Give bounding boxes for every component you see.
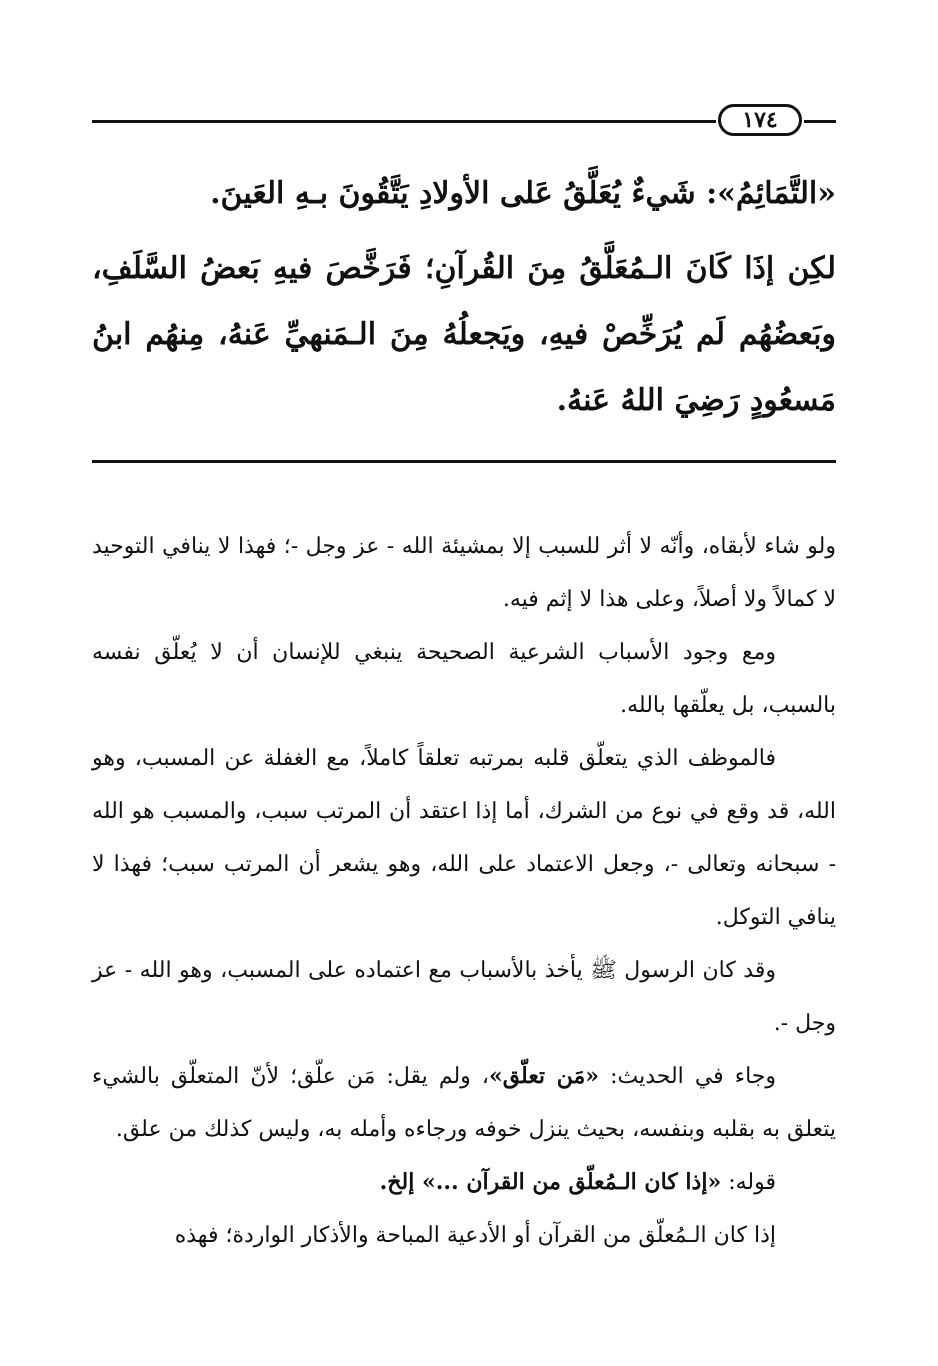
matn-quote: «إذا كان الـمُعلّق من القرآن ...» إلخ. <box>379 1169 722 1195</box>
definition-text: : شَيءٌ يُعَلَّقُ عَلى الأولادِ يَتَّقُونَ بـهِ العَينَ. <box>210 176 718 211</box>
p6-start: قوله: <box>721 1170 776 1195</box>
sharh-paragraph-3: فالموظف الذي يتعلّق قلبه بمرتبه تعلقاً كاملاً، مع الغفلة عن المسبب، وهو الله، قد وقع في نوع من الشرك، أما إذا اعتقد أن المرتب سبب، والمسبب هو الله - سبحانه وتعالى -، وجعل الاعتماد على الله، وهو يشعر أن المرتب سبب؛ فهذا لا ينافي التوكل. <box>92 746 836 930</box>
page-number: ١٧٤ <box>718 104 802 136</box>
sharh-paragraph-4: وقد كان الرسول ﷺ يأخذ بالأسباب مع اعتماده على المسبب، وهو الله - عز وجل -. <box>92 958 836 1036</box>
header-rule-right <box>804 120 836 123</box>
matn-definition <box>92 158 836 230</box>
sharh-paragraph-1: ولو شاء لأبقاه، وأنّه لا أثر للسبب إلا بمشيئة الله - عز وجل -؛ فهذا لا ينافي التوحيد لا كمالاً ولا أصلاً، وعلى هذا لا إثم فيه. <box>92 534 836 612</box>
page-header <box>92 100 836 140</box>
definition-term: «التَّمَائِمُ» <box>717 176 836 211</box>
sharh-paragraph-6 <box>92 1156 836 1209</box>
sharh-text <box>92 520 836 1262</box>
p5-start: وجاء في الحديث: <box>599 1064 776 1089</box>
p5-end: ، ولم يقل: مَن علّق؛ لأنّ المتعلّق بالشيء يتعلق به بقلبه وبنفسه، بحيث ينزل خوفه ورجاءه وأمله به، وليس كذلك من علق. <box>92 1064 836 1142</box>
hadith-quote: «مَن تعلّق» <box>488 1063 600 1089</box>
matn-paragraph: لكِن إذَا كَانَ الـمُعَلَّقُ مِنَ القُرآنِ؛ فَرَخَّصَ فيهِ بَعضُ السَّلَفِ، وبَعضُهُم لَم يُرَخِّصْ فيهِ، ويَجعلُهُ مِنَ الـمَنهيِّ عَنهُ، مِنهُم ابنُ مَسعُودٍ رَضِيَ اللهُ عَنهُ. <box>92 251 836 418</box>
matn-separator <box>92 460 836 463</box>
sharh-paragraph-2: ومع وجود الأسباب الشرعية الصحيحة ينبغي للإنسان أن لا يُعلّق نفسه بالسبب، بل يعلّقها بالله. <box>92 640 836 718</box>
sharh-paragraph-5 <box>92 1050 836 1156</box>
header-rule-left <box>92 120 716 123</box>
matn-text <box>92 158 836 434</box>
sharh-paragraph-7: إذا كان الـمُعلّق من القرآن أو الأدعية المباحة والأذكار الواردة؛ فهذه <box>174 1223 776 1248</box>
